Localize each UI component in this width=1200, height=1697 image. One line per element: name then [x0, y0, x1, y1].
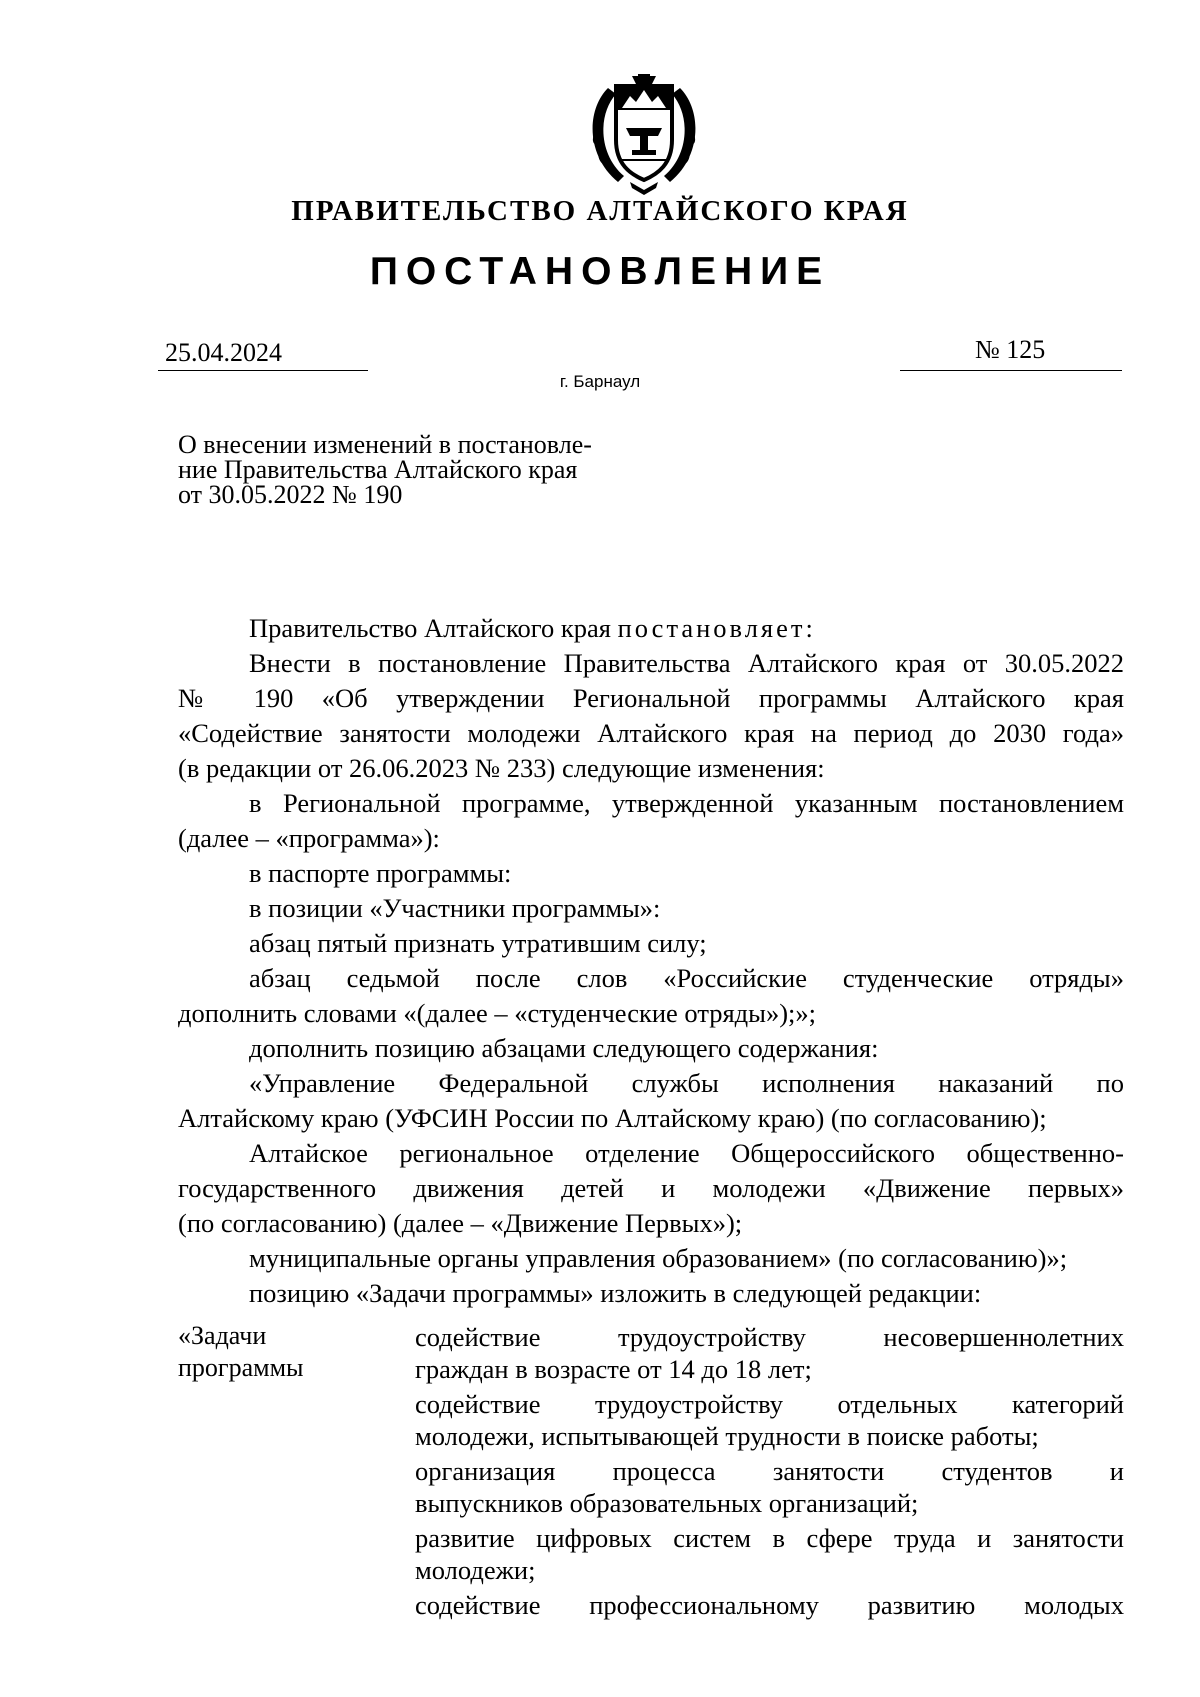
body-line: (в редакции от 26.06.2023 № 233) следующие изменения: — [178, 753, 825, 783]
date-underline — [158, 370, 368, 371]
number-underline — [900, 370, 1122, 371]
body-line: муниципальные органы управления образованием» (по согласованию)»; — [249, 1243, 1068, 1273]
body-line: государственного движения детей и молодежи «Движение первых» — [178, 1173, 1124, 1203]
body-line: дополнить словами «(далее – «студенческие отряды»);»; — [178, 998, 817, 1028]
table-line: организация процесса занятости студентов и — [415, 1456, 1124, 1486]
intro-paragraph: Правительство Алтайского края постановляет: — [249, 613, 813, 643]
body-line: дополнить позицию абзацами следующего содержания: — [249, 1033, 879, 1063]
document-number: № 125 — [975, 335, 1046, 364]
table-line: содействие трудоустройству несовершеннолетних — [415, 1322, 1124, 1352]
document-type-heading: ПОСТАНОВЛЕНИЕ — [369, 250, 831, 293]
intro-verb: постановляет — [617, 613, 806, 643]
coat-of-arms-emblem — [578, 70, 710, 196]
document-date: 25.04.2024 — [165, 338, 282, 367]
city-label: г. Барнаул — [559, 372, 641, 391]
table-line: содействие трудоустройству отдельных категорий — [415, 1389, 1124, 1419]
body-line: в позиции «Участники программы»: — [249, 893, 661, 923]
body-line: «Содействие занятости молодежи Алтайского края на период до 2030 года» — [178, 718, 1124, 748]
table-line: граждан в возрасте от 14 до 18 лет; — [415, 1354, 812, 1384]
title-line: О внесении изменений в постановле- — [178, 430, 592, 459]
government-name: ПРАВИТЕЛЬСТВО АЛТАЙСКОГО КРАЯ — [291, 195, 909, 227]
body-line: в паспорте программы: — [249, 858, 512, 888]
body-line: Алтайскому краю (УФСИН России по Алтайскому краю) (по согласованию); — [178, 1103, 1047, 1133]
body-line: Алтайское региональное отделение Общероссийского общественно- — [249, 1138, 1124, 1168]
body-line: абзац пятый признать утратившим силу; — [249, 928, 707, 958]
body-line: абзац седьмой после слов «Российские студенческие отряды» — [249, 963, 1124, 993]
table-line: развитие цифровых систем в сфере труда и занятости — [415, 1523, 1124, 1553]
body-line: Внести в постановление Правительства Алтайского края от 30.05.2022 — [249, 648, 1124, 678]
table-label-line: программы — [178, 1353, 304, 1382]
body-line: (по согласованию) (далее – «Движение Первых»); — [178, 1208, 743, 1238]
body-line: № 190 «Об утверждении Региональной программы Алтайского края — [178, 683, 1124, 713]
body-line: позицию «Задачи программы» изложить в следующей редакции: — [249, 1278, 982, 1308]
body-line: (далее – «программа»): — [178, 823, 440, 853]
body-line: «Управление Федеральной службы исполнения наказаний по — [249, 1068, 1124, 1098]
document-title — [178, 432, 592, 507]
body-line: в Региональной программе, утвержденной указанным постановлением — [249, 788, 1124, 818]
table-line: выпускников образовательных организаций; — [415, 1488, 919, 1518]
table-label-line: «Задачи — [178, 1321, 267, 1350]
table-line: молодежи, испытывающей трудности в поиске работы; — [415, 1421, 1039, 1451]
table-label — [178, 1320, 304, 1384]
table-line: содействие профессиональному развитию молодых — [415, 1590, 1124, 1620]
title-line: ние Правительства Алтайского края — [178, 455, 578, 484]
title-line: от 30.05.2022 № 190 — [178, 480, 403, 509]
table-line: молодежи; — [415, 1555, 536, 1585]
